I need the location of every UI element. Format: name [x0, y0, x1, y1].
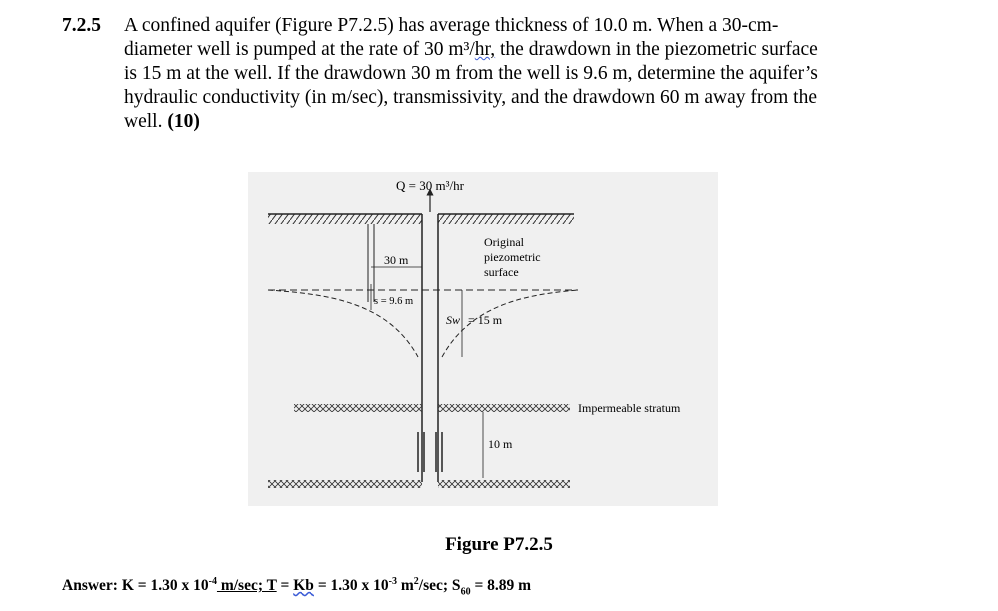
answer-t-unit: m — [397, 577, 414, 595]
drawdown-cone — [268, 290, 578, 357]
answer-s-prefix: /sec; S — [418, 577, 461, 595]
answer-s-subscript: 60 — [460, 586, 471, 598]
thickness-label: 10 m — [488, 437, 513, 451]
problem-text — [124, 14, 970, 134]
figure-caption: Figure P7.2.5 — [445, 534, 553, 555]
aquifer-figure — [248, 172, 718, 506]
sw-label: Sw — [446, 313, 461, 327]
answer-line — [62, 576, 531, 597]
problem-line-3: is 15 m at the well. If the drawdown 30 m from the well is 9.6 m, determine the aquifer’s — [124, 63, 818, 84]
spellcheck-squiggle: hr, — [474, 39, 496, 60]
problem-line-2 — [124, 38, 970, 62]
answer-k: Answer: K = 1.30 x 10 — [62, 577, 209, 595]
original-label-3: surface — [484, 265, 519, 279]
sw-value-label: = 15 m — [468, 313, 503, 327]
ground-surface — [268, 214, 574, 224]
answer-t-unit-exponent: 2 — [413, 576, 419, 587]
problem-points: (10) — [167, 111, 200, 132]
problem-line-4: hydraulic conductivity (in m/sec), transmissivity, and the drawdown 60 m away from the — [124, 87, 817, 108]
original-label-1: Original — [484, 235, 524, 249]
answer-t-value: = 1.30 x 10 — [313, 577, 389, 595]
answer-t-exponent: -3 — [388, 576, 397, 587]
answer-s-value: = 8.89 m — [470, 577, 532, 595]
problem-line-2-end: the drawdown in the piezometric surface — [495, 39, 818, 60]
impermeable-label: Impermeable stratum — [578, 401, 681, 415]
confining-layer — [294, 404, 570, 412]
answer-k-exponent: -4 — [208, 576, 217, 587]
problem-line-5 — [124, 110, 970, 134]
distance-30m-label: 30 m — [384, 253, 409, 267]
problem-line-1: A confined aquifer (Figure P7.2.5) has average thickness of 10.0 m. When a 30-cm- — [124, 15, 779, 36]
answer-t-symbol: T — [263, 577, 277, 595]
problem-line-2-start: diameter well is pumped at the rate of 30 m³/ — [124, 39, 475, 60]
aquifer-diagram — [248, 172, 718, 506]
answer-t-equals: = — [276, 577, 294, 595]
problem-line-5-text: well. — [124, 111, 163, 132]
drawdown-30m-label: s = 9.6 m — [374, 296, 414, 307]
answer-t-kb: Kb — [293, 577, 314, 595]
impermeable-base — [268, 480, 570, 488]
original-label-2: piezometric — [484, 250, 541, 264]
discharge-label: Q = 30 m³/hr — [396, 178, 464, 193]
problem-number: 7.2.5 — [62, 15, 101, 36]
answer-k-unit: m/sec; — [216, 577, 263, 595]
